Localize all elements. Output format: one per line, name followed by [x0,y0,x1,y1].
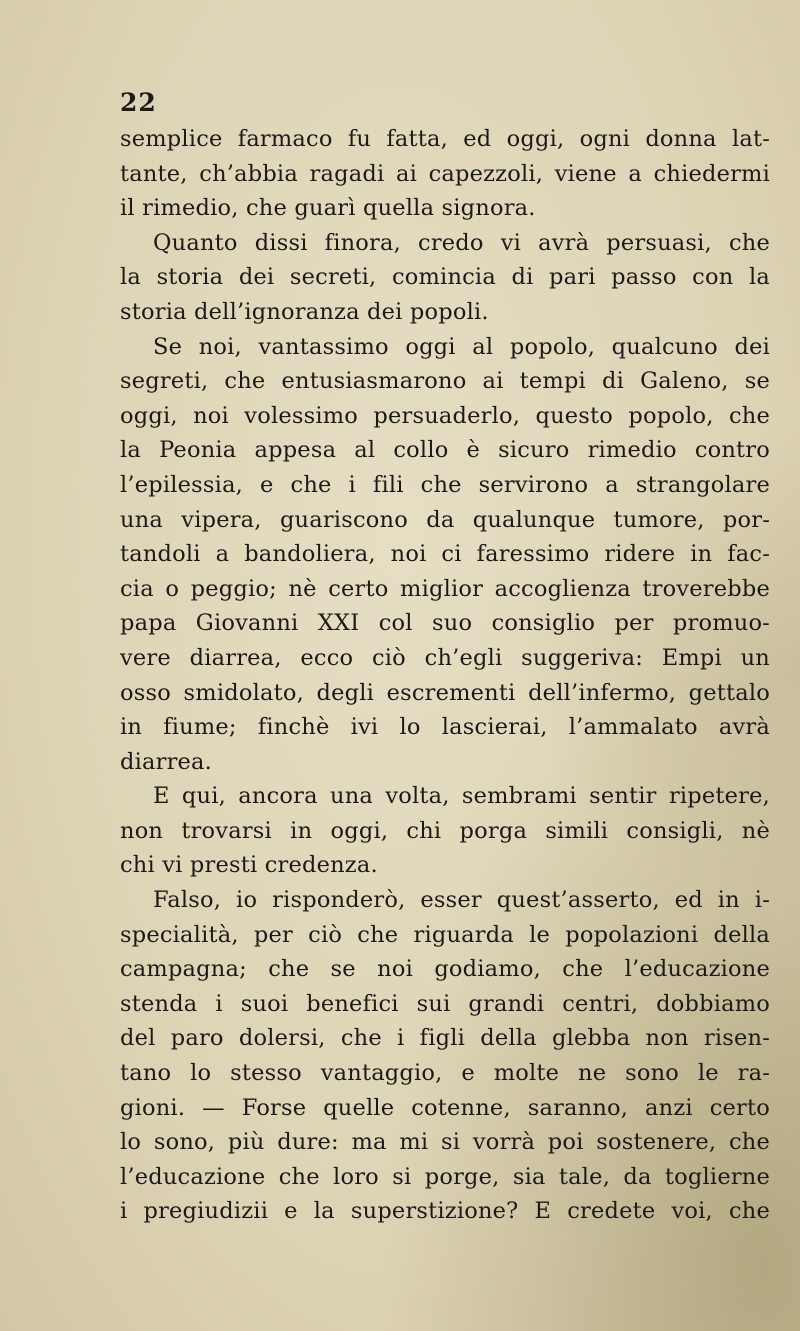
text-line: stenda i suoi benefici sui grandi centri, dobbiamo [120,990,770,1017]
text-line: tano lo stesso vantaggio, e molte ne sono le ra- [120,1060,770,1087]
text-line: papa Giovanni XXI col suo consiglio per promuo- [120,610,770,637]
page-number: 22 [120,88,157,117]
text-line: in fiume; finchè ivi lo lascierai, l’ammalato avrà [120,714,770,741]
text-line: osso smidolato, degli escrementi dell’infermo, gettalo [120,679,770,706]
text-line: Falso, io risponderò, esser quest’asserto, ed in i- [153,887,770,914]
text-line: tandoli a bandoliera, noi ci faressimo ridere in fac- [120,541,770,568]
text-line: gioni. — Forse quelle cotenne, saranno, anzi certo [120,1094,770,1121]
text-line: segreti, che entusiasmarono ai tempi di Galeno, se [120,368,770,395]
text-line: storia dell’ignoranza dei popoli. [120,298,489,325]
text-line: i pregiudizii e la superstizione? E credete voi, che [120,1198,770,1225]
text-line: l’educazione che loro si porge, sia tale, da toglierne [120,1163,770,1190]
text-line: E qui, ancora una volta, sembrami sentir ripetere, [153,783,770,810]
text-line: cia o peggio; nè certo miglior accoglienza troverebbe [120,575,770,602]
text-line: oggi, noi volessimo persuaderlo, questo popolo, che [120,402,770,429]
text-line: la Peonia appesa al collo è sicuro rimedio contro [120,437,770,464]
text-line: campagna; che se noi godiamo, che l’educazione [120,956,770,983]
text-line: l’epilessia, e che i fili che servirono a strangolare [120,471,770,498]
text-line: lo sono, più dure: ma mi si vorrà poi sostenere, che [120,1129,770,1156]
text-line: tante, ch’abbia ragadi ai capezzoli, viene a chiedermi [120,160,770,187]
text-line: diarrea. [120,748,213,775]
text-line: non trovarsi in oggi, chi porga simili consigli, nè [120,817,770,844]
text-line: chi vi presti credenza. [120,852,378,879]
text-line: una vipera, guariscono da qualunque tumore, por- [120,506,770,533]
text-line: Quanto dissi finora, credo vi avrà persuasi, che [153,229,770,256]
text-line: specialità, per ciò che riguarda le popolazioni della [120,921,770,948]
text-line: vere diarrea, ecco ciò ch’egli suggeriva: Empi un [120,644,770,671]
text-line: Se noi, vantassimo oggi al popolo, qualcuno dei [153,333,770,360]
text-line: la storia dei secreti, comincia di pari passo con la [120,264,770,291]
text-line: del paro dolersi, che i figli della glebba non risen- [120,1025,770,1052]
text-line: il rimedio, che guarì quella signora. [120,195,536,222]
body-text [120,122,770,1229]
text-line: semplice farmaco fu fatta, ed oggi, ogni donna lat- [120,126,770,152]
